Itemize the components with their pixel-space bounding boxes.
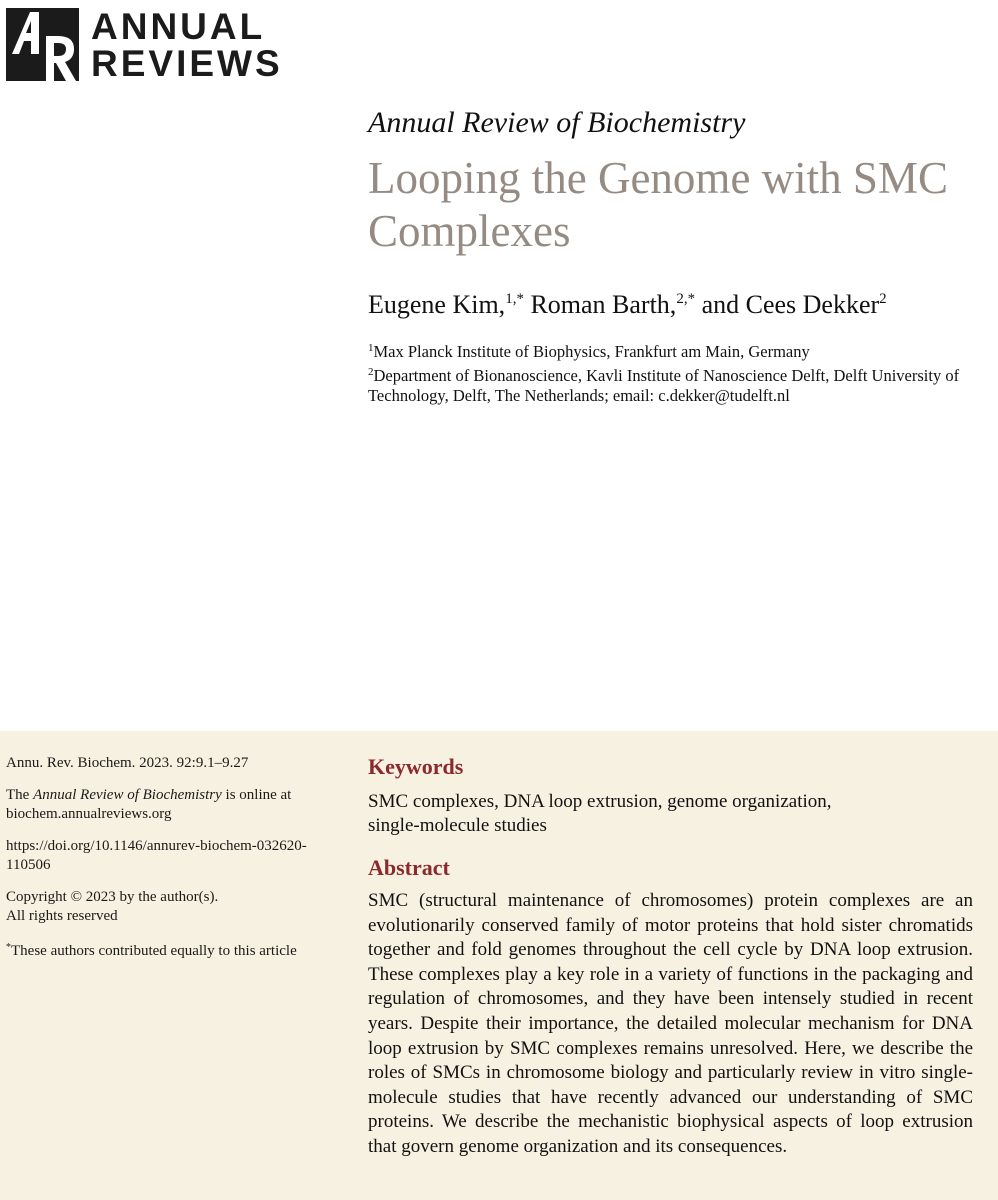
- online-note-pre: The: [6, 787, 34, 803]
- logo-line-1: ANNUAL: [91, 6, 266, 47]
- doi-link[interactable]: https://doi.org/10.1146/annurev-biochem-032620-110506: [6, 838, 307, 873]
- author-barth-affil: 2,*: [676, 291, 696, 307]
- affiliation-2-text: Department of Bionanoscience, Kavli Institute of Nanoscience Delft, Delft University of Technology, Delft, The Netherlands; email: c.dekker@tudelft.nl: [368, 366, 960, 405]
- equal-contribution-note: [6, 938, 336, 961]
- keywords-heading: Keywords: [368, 754, 464, 779]
- rights-line: All rights reserved: [6, 908, 118, 924]
- note-text: These authors contributed equally to this article: [11, 943, 297, 959]
- affiliation-2-number: 2: [368, 366, 374, 378]
- author-dekker-affil: 2: [879, 291, 887, 307]
- keywords-line-1: SMC complexes, DNA loop extrusion, genome organization,: [368, 791, 832, 812]
- affiliation-2: [368, 362, 968, 406]
- affiliation-1-number: 1: [368, 342, 374, 354]
- copyright: [6, 888, 336, 926]
- online-note-url: is online at biochem.annualreviews.org: [6, 787, 292, 822]
- citation: Annu. Rev. Biochem. 2023. 92:9.1–9.27: [6, 755, 249, 771]
- article-title: Looping the Genome with SMC Complexes: [368, 153, 948, 256]
- ar-logo-icon: [6, 8, 79, 81]
- affiliation-1-text: Max Planck Institute of Biophysics, Frankfurt am Main, Germany: [373, 342, 810, 361]
- journal-name: Annual Review of Biochemistry: [368, 106, 746, 139]
- author-kim-affil: 1,*: [505, 291, 524, 307]
- keywords-list: [368, 790, 868, 838]
- online-note: [6, 786, 336, 824]
- author-kim: Eugene Kim,: [368, 290, 506, 319]
- copyright-line: Copyright © 2023 by the author(s).: [6, 889, 219, 905]
- logo-line-2: REVIEWS: [91, 43, 283, 84]
- keywords-line-2: single-molecule studies: [368, 815, 547, 836]
- affiliation-1: [368, 338, 968, 362]
- abstract-text: SMC (structural maintenance of chromosomes) protein complexes are an evolutionarily conserved family of motor proteins that hold sister chromatids together and fold genomes throughout the cell cycle by DNA loop extrusion. These complexes play a key role in a variety of functions in the packaging and regulation of chromosomes, and they have been intensely studied in recent years. Despite their importance, the detailed molecular mechanism for DNA loop extrusion by SMC complexes remains unresolved. Here, we describe the roles of SMCs in chromosome biology and particularly review in vitro single-molecule studies that have recently advanced our understanding of SMC proteins. We describe the mechanistic biophysical aspects of loop extrusion that govern genome organization and its consequences.: [368, 890, 973, 1157]
- author-barth: Roman Barth,: [523, 290, 677, 319]
- author-dekker: and Cees Dekker: [695, 290, 880, 319]
- online-note-journal: Annual Review of Biochemistry: [33, 787, 222, 803]
- logo-text: [91, 8, 301, 82]
- note-mark: *: [6, 942, 11, 953]
- abstract-heading: Abstract: [368, 855, 450, 880]
- author-list: [368, 290, 887, 320]
